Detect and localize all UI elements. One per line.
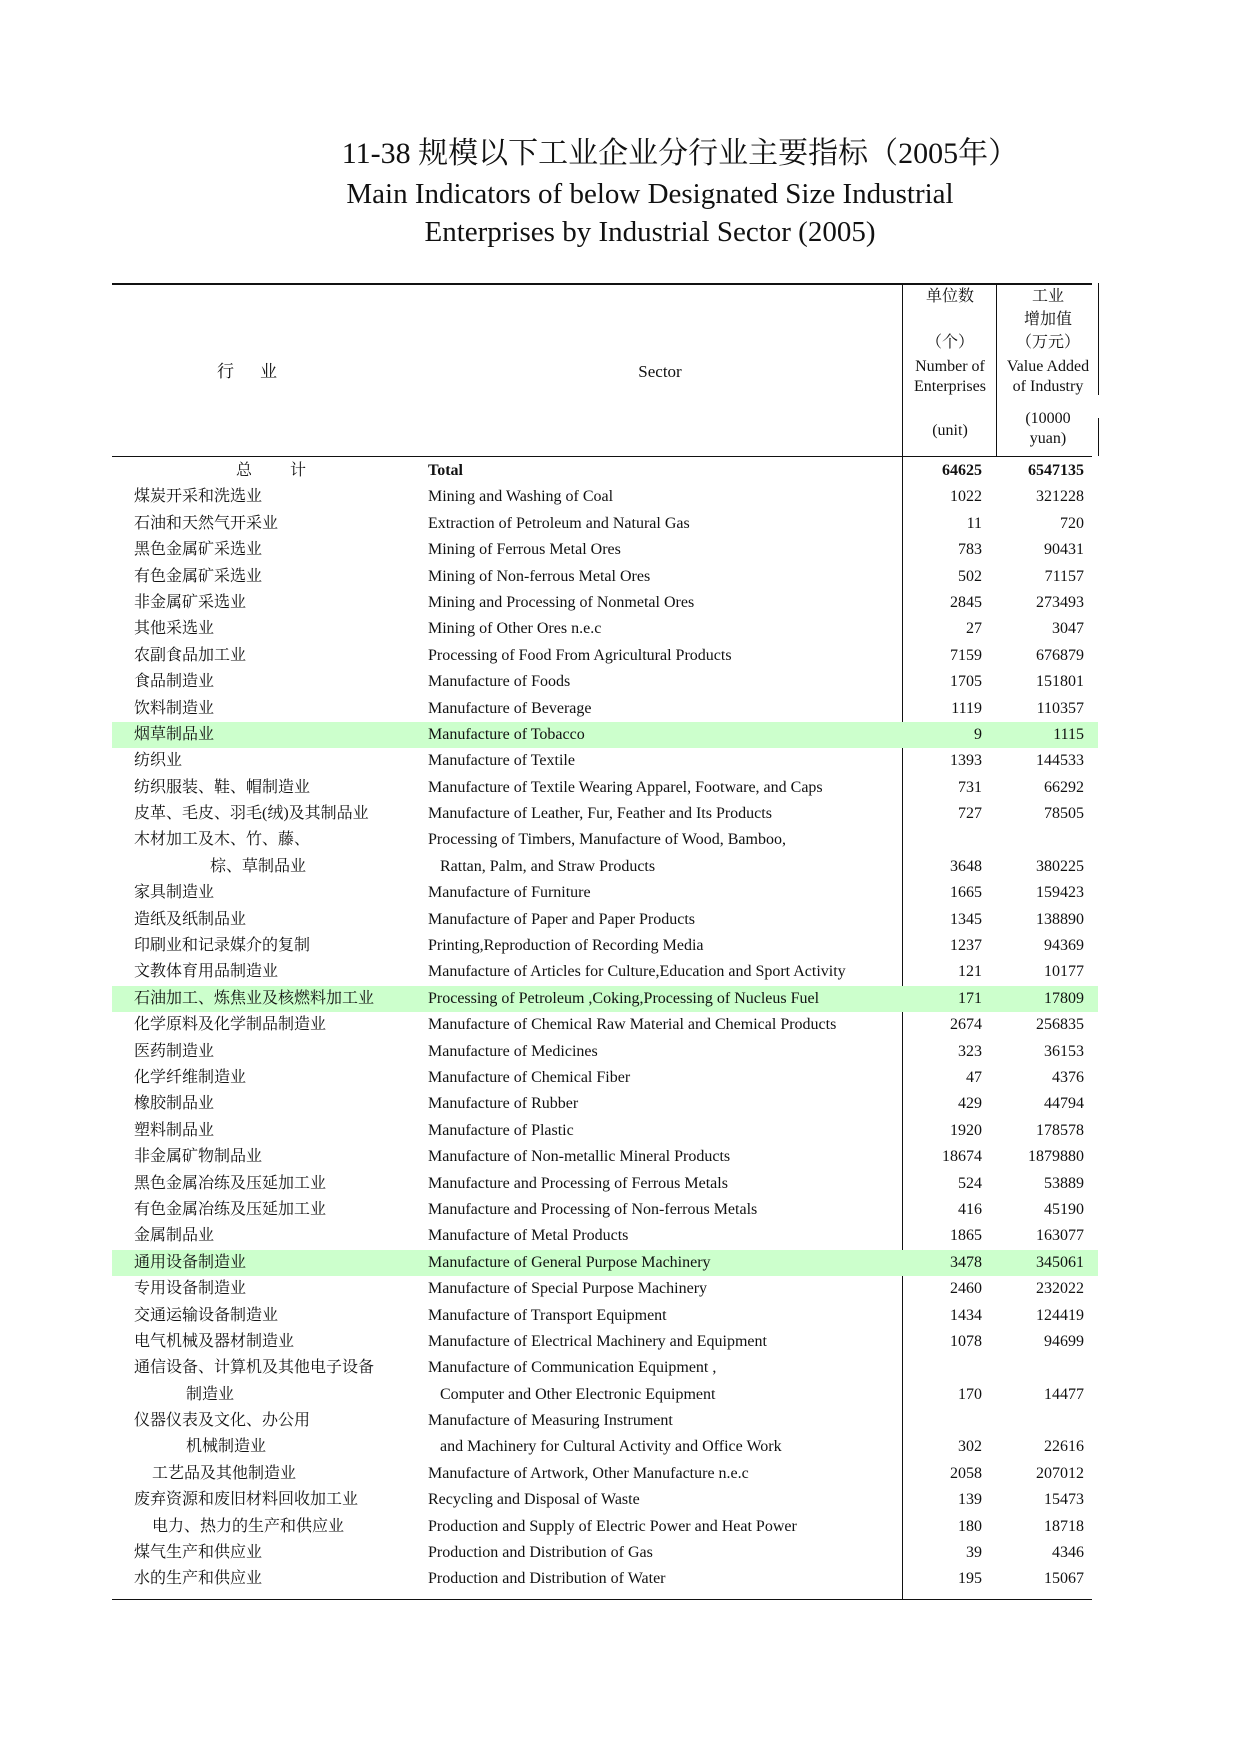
row-value-added: 273493 [1036, 593, 1084, 611]
row-sector-cn: 纺织业 [134, 752, 183, 770]
row-sector-cn: 非金属矿物制品业 [134, 1148, 263, 1166]
row-value-added: 6547135 [1028, 462, 1084, 479]
row-value-added: 53889 [1044, 1174, 1084, 1192]
row-sector-cn: 非金属矿采选业 [134, 593, 247, 611]
table-row [112, 1171, 1098, 1197]
title-english-line1: Main Indicators of below Designated Size Industrial [346, 178, 954, 210]
row-sector-en: Manufacture of Transport Equipment [428, 1306, 667, 1324]
row-number-of-enterprises: 2058 [950, 1464, 982, 1482]
table-row [112, 1223, 1098, 1249]
row-sector-cn: 黑色金属矿采选业 [134, 541, 263, 559]
header-number-of-enterprises [904, 287, 996, 441]
table-row [112, 880, 1098, 906]
row-value-added: 22616 [1044, 1438, 1084, 1456]
table-row [112, 1382, 1098, 1408]
table-row [112, 696, 1098, 722]
header-num-cn-unit: （个） [925, 334, 974, 351]
row-sector-cn: 化学原料及化学制品制造业 [134, 1016, 327, 1034]
table-row [112, 907, 1098, 933]
row-sector-cn: 有色金属冶练及压延加工业 [134, 1200, 327, 1218]
row-sector-cn: 农副食品加工业 [134, 646, 247, 664]
row-sector-en: Manufacture of Foods [428, 673, 571, 691]
row-number-of-enterprises: 11 [966, 514, 982, 532]
column-divider-right-lower [1098, 418, 1099, 456]
row-number-of-enterprises: 47 [966, 1068, 982, 1086]
row-number-of-enterprises: 1434 [950, 1306, 982, 1324]
table-row [112, 564, 1098, 590]
table-row [112, 1144, 1098, 1170]
table-row [112, 748, 1098, 774]
row-sector-cn: 黑色金属冶练及压延加工业 [134, 1174, 327, 1192]
row-number-of-enterprises: 39 [966, 1544, 982, 1562]
row-sector-en: Mining and Washing of Coal [428, 488, 614, 506]
title-chinese: 11-38 规模以下工业企业分行业主要指标（2005年） [341, 137, 1019, 170]
row-value-added: 178578 [1036, 1121, 1084, 1139]
row-sector-cn: 印刷业和记录媒介的复制 [134, 937, 311, 955]
row-sector-cn: 机械制造业 [186, 1438, 267, 1456]
row-sector-cn: 专用设备制造业 [134, 1280, 247, 1298]
row-sector-en: Computer and Other Electronic Equipment [440, 1385, 716, 1403]
row-sector-en: Manufacture of Chemical Fiber [428, 1068, 631, 1086]
row-sector-cn: 交通运输设备制造业 [134, 1306, 279, 1324]
row-number-of-enterprises: 1865 [950, 1227, 982, 1245]
row-value-added: 3047 [1052, 620, 1084, 638]
row-sector-cn: 食品制造业 [134, 673, 215, 691]
header-num-en1: Number of [915, 358, 985, 375]
row-value-added: 163077 [1036, 1227, 1084, 1245]
row-number-of-enterprises: 783 [958, 541, 982, 559]
row-sector-en: Total [428, 462, 463, 479]
table-row [112, 933, 1098, 959]
row-value-added: 45190 [1044, 1200, 1084, 1218]
row-number-of-enterprises: 524 [958, 1174, 982, 1192]
row-number-of-enterprises: 1345 [950, 910, 982, 928]
row-value-added: 345061 [1036, 1253, 1084, 1271]
row-number-of-enterprises: 1920 [950, 1121, 982, 1139]
row-number-of-enterprises: 180 [958, 1517, 982, 1535]
row-sector-cn: 其他采选业 [134, 620, 215, 638]
table-row [112, 643, 1098, 669]
row-sector-en: Production and Distribution of Water [428, 1570, 666, 1588]
row-number-of-enterprises: 3478 [950, 1253, 982, 1271]
row-value-added: 78505 [1044, 805, 1084, 823]
row-value-added: 207012 [1036, 1464, 1084, 1482]
row-sector-en: Manufacture of Metal Products [428, 1227, 629, 1245]
row-sector-en: Manufacture of Furniture [428, 884, 591, 902]
row-number-of-enterprises: 27 [966, 620, 982, 638]
row-sector-cn: 石油加工、炼焦业及核燃料加工业 [134, 989, 375, 1007]
row-number-of-enterprises: 429 [958, 1095, 982, 1113]
table-row [112, 959, 1098, 985]
row-sector-en: Extraction of Petroleum and Natural Gas [428, 514, 690, 532]
row-sector-cn: 家具制造业 [134, 884, 215, 902]
row-sector-cn: 烟草制品业 [134, 725, 215, 743]
row-value-added: 10177 [1044, 963, 1084, 981]
row-number-of-enterprises: 195 [958, 1570, 982, 1588]
row-sector-en: Manufacture of Artwork, Other Manufacture n.e.c [428, 1464, 749, 1482]
table-row [112, 1355, 1098, 1381]
row-number-of-enterprises: 2845 [950, 593, 982, 611]
row-sector-en: and Machinery for Cultural Activity and Office Work [440, 1438, 782, 1456]
row-value-added: 90431 [1044, 541, 1084, 559]
row-sector-cn: 通用设备制造业 [134, 1253, 247, 1271]
row-sector-cn: 棕、草制品业 [210, 857, 307, 875]
row-number-of-enterprises: 302 [958, 1438, 982, 1456]
row-value-added: 256835 [1036, 1016, 1084, 1034]
row-number-of-enterprises: 1078 [950, 1332, 982, 1350]
row-value-added: 321228 [1036, 488, 1084, 506]
row-value-added: 124419 [1036, 1306, 1084, 1324]
row-value-added: 151801 [1036, 673, 1084, 691]
row-sector-cn: 仪器仪表及文化、办公用 [134, 1412, 311, 1430]
row-sector-cn: 饮料制造业 [134, 699, 215, 717]
row-value-added: 232022 [1036, 1280, 1084, 1298]
table-row [112, 1012, 1098, 1038]
row-number-of-enterprises: 64625 [942, 462, 982, 479]
table-body [112, 458, 1098, 1593]
row-value-added: 18718 [1044, 1517, 1084, 1535]
header-va-en2: of Industry [1012, 378, 1084, 395]
header-sector-chinese: 行业 [217, 362, 303, 381]
table-row [112, 1566, 1098, 1592]
table-row [112, 1039, 1098, 1065]
header-va-en1: Value Added [1006, 358, 1090, 375]
row-sector-en: Processing of Petroleum ,Coking,Processing of Nucleus Fuel [428, 989, 820, 1007]
row-number-of-enterprises: 502 [958, 567, 982, 585]
row-number-of-enterprises: 7159 [950, 646, 982, 664]
row-sector-en: Manufacture of Electrical Machinery and Equipment [428, 1332, 767, 1350]
table-row [112, 1540, 1098, 1566]
row-sector-en: Manufacture of Medicines [428, 1042, 598, 1060]
row-sector-en: Recycling and Disposal of Waste [428, 1491, 640, 1509]
row-sector-en: Mining of Other Ores n.e.c [428, 620, 602, 638]
row-value-added: 17809 [1044, 989, 1084, 1007]
row-number-of-enterprises: 2460 [950, 1280, 982, 1298]
row-sector-en: Production and Supply of Electric Power and Heat Power [428, 1517, 797, 1535]
table-row [112, 1118, 1098, 1144]
row-value-added: 94369 [1044, 937, 1084, 955]
row-sector-en: Manufacture and Processing of Non-ferrous Metals [428, 1200, 758, 1218]
row-value-added: 66292 [1044, 778, 1084, 796]
row-number-of-enterprises: 170 [958, 1385, 982, 1403]
row-sector-cn: 电气机械及器材制造业 [134, 1332, 295, 1350]
table-row [112, 1065, 1098, 1091]
row-sector-cn: 纺织服装、鞋、帽制造业 [134, 778, 311, 796]
table-row [112, 1091, 1098, 1117]
row-sector-en: Manufacture of Non-metallic Mineral Products [428, 1148, 731, 1166]
row-sector-cn: 总计 [236, 462, 345, 479]
row-number-of-enterprises: 1705 [950, 673, 982, 691]
header-num-en2: Enterprises [914, 378, 986, 395]
row-sector-en: Manufacture of Articles for Culture,Education and Sport Activity [428, 963, 846, 981]
row-number-of-enterprises: 2674 [950, 1016, 982, 1034]
header-value-added [998, 287, 1098, 449]
row-sector-cn: 煤气生产和供应业 [134, 1544, 263, 1562]
row-number-of-enterprises: 731 [958, 778, 982, 796]
row-value-added: 144533 [1036, 752, 1084, 770]
header-va-cn2: 增加值 [1023, 311, 1072, 328]
row-value-added: 15473 [1044, 1491, 1084, 1509]
row-number-of-enterprises: 1393 [950, 752, 982, 770]
row-sector-en: Manufacture of Plastic [428, 1121, 574, 1139]
column-divider-number [996, 283, 997, 456]
row-sector-cn: 通信设备、计算机及其他电子设备 [134, 1359, 375, 1377]
table-row [112, 1461, 1098, 1487]
row-sector-en: Manufacture of Leather, Fur, Feather and Its Products [428, 805, 772, 823]
table-row [112, 1303, 1098, 1329]
table-row [112, 511, 1098, 537]
row-number-of-enterprises: 18674 [942, 1148, 982, 1166]
row-sector-en: Mining of Non-ferrous Metal Ores [428, 567, 651, 585]
row-number-of-enterprises: 1665 [950, 884, 982, 902]
row-value-added: 14477 [1044, 1385, 1084, 1403]
table-row [112, 1434, 1098, 1460]
row-value-added: 71157 [1044, 567, 1084, 585]
table-row [112, 722, 1098, 748]
row-value-added: 720 [1060, 514, 1084, 532]
row-sector-en: Printing,Reproduction of Recording Media [428, 937, 704, 955]
row-sector-cn: 有色金属矿采选业 [134, 567, 263, 585]
row-sector-en: Rattan, Palm, and Straw Products [440, 857, 656, 875]
header-va-unit2: yuan) [1029, 430, 1067, 447]
row-value-added: 1879880 [1028, 1148, 1084, 1166]
row-sector-cn: 石油和天然气开采业 [134, 514, 279, 532]
row-sector-cn: 木材加工及木、竹、藤、 [134, 831, 311, 849]
row-sector-cn: 废弃资源和废旧材料回收加工业 [134, 1491, 359, 1509]
row-sector-en: Manufacture of Communication Equipment , [428, 1359, 717, 1377]
table-row [112, 484, 1098, 510]
row-sector-en: Manufacture of Tobacco [428, 725, 585, 743]
row-sector-en: Mining of Ferrous Metal Ores [428, 541, 621, 559]
row-number-of-enterprises: 171 [958, 989, 982, 1007]
row-sector-en: Manufacture of Textile Wearing Apparel, Footware, and Caps [428, 778, 823, 796]
table-row [112, 827, 1098, 853]
row-sector-en: Manufacture of Beverage [428, 699, 592, 717]
row-value-added: 110357 [1036, 699, 1084, 717]
table-row [112, 458, 1098, 484]
header-num-cn: 单位数 [925, 288, 974, 305]
row-value-added: 138890 [1036, 910, 1084, 928]
row-sector-cn: 金属制品业 [134, 1227, 215, 1245]
row-value-added: 44794 [1044, 1095, 1084, 1113]
row-number-of-enterprises: 416 [958, 1200, 982, 1218]
row-sector-en: Manufacture of Chemical Raw Material and Chemical Products [428, 1016, 837, 1034]
row-value-added: 4346 [1052, 1544, 1084, 1562]
header-va-unit1: (10000 [1025, 410, 1071, 427]
row-value-added: 4376 [1052, 1068, 1084, 1086]
row-sector-cn: 皮革、毛皮、羽毛(绒)及其制品业 [134, 805, 369, 823]
table-top-rule [112, 283, 1092, 285]
row-number-of-enterprises: 1237 [950, 937, 982, 955]
table-row [112, 1276, 1098, 1302]
row-value-added: 380225 [1036, 857, 1084, 875]
row-sector-cn: 化学纤维制造业 [134, 1068, 247, 1086]
row-value-added: 1115 [1053, 725, 1084, 743]
table-row [112, 1408, 1098, 1434]
table-row [112, 590, 1098, 616]
row-number-of-enterprises: 3648 [950, 857, 982, 875]
row-sector-cn: 水的生产和供应业 [134, 1570, 263, 1588]
row-value-added: 94699 [1044, 1332, 1084, 1350]
table-row [112, 1514, 1098, 1540]
table-row [112, 1197, 1098, 1223]
table-row [112, 801, 1098, 827]
row-sector-en: Manufacture of Measuring Instrument [428, 1412, 673, 1430]
column-divider-right-upper [1098, 283, 1099, 395]
title-english-line2: Enterprises by Industrial Sector (2005) [424, 216, 876, 248]
table-header-rule [112, 456, 1092, 457]
row-sector-cn: 塑料制品业 [134, 1121, 215, 1139]
row-number-of-enterprises: 121 [958, 963, 982, 981]
row-sector-cn: 电力、热力的生产和供应业 [152, 1517, 345, 1535]
row-sector-en: Manufacture of Special Purpose Machinery [428, 1280, 708, 1298]
table-row [112, 537, 1098, 563]
row-sector-en: Production and Distribution of Gas [428, 1544, 653, 1562]
table-row [112, 854, 1098, 880]
row-value-added: 159423 [1036, 884, 1084, 902]
row-number-of-enterprises: 9 [974, 725, 982, 743]
header-sector-english: Sector [638, 362, 682, 381]
table-row [112, 1329, 1098, 1355]
table-bottom-rule [112, 1599, 1092, 1600]
row-sector-cn: 制造业 [186, 1385, 235, 1403]
row-sector-en: Manufacture of Textile [428, 752, 575, 770]
row-sector-en: Manufacture and Processing of Ferrous Metals [428, 1174, 728, 1192]
table-row [112, 669, 1098, 695]
row-sector-en: Mining and Processing of Nonmetal Ores [428, 593, 695, 611]
row-sector-cn: 橡胶制品业 [134, 1095, 215, 1113]
header-num-unit: (unit) [932, 422, 968, 439]
row-number-of-enterprises: 323 [958, 1042, 982, 1060]
row-number-of-enterprises: 1022 [950, 488, 982, 506]
row-sector-en: Manufacture of Paper and Paper Products [428, 910, 696, 928]
row-sector-cn: 医药制造业 [134, 1042, 215, 1060]
table-row [112, 1250, 1098, 1276]
table-row [112, 1487, 1098, 1513]
table-row [112, 986, 1098, 1012]
row-sector-en: Manufacture of General Purpose Machinery [428, 1253, 711, 1271]
row-number-of-enterprises: 139 [958, 1491, 982, 1509]
row-number-of-enterprises: 1119 [951, 699, 982, 717]
row-sector-cn: 煤炭开采和洗选业 [134, 488, 263, 506]
row-number-of-enterprises: 727 [958, 805, 982, 823]
row-sector-en: Processing of Food From Agricultural Products [428, 646, 732, 664]
row-sector-en: Processing of Timbers, Manufacture of Wood, Bamboo, [428, 831, 786, 849]
header-va-cn-unit: （万元） [1015, 334, 1080, 351]
row-sector-cn: 文教体育用品制造业 [134, 963, 279, 981]
table-row [112, 775, 1098, 801]
row-value-added: 676879 [1036, 646, 1084, 664]
header-va-cn1: 工业 [1031, 288, 1064, 305]
row-value-added: 36153 [1044, 1042, 1084, 1060]
row-sector-cn: 工艺品及其他制造业 [152, 1464, 297, 1482]
row-sector-en: Manufacture of Rubber [428, 1095, 579, 1113]
table-row [112, 616, 1098, 642]
row-sector-cn: 造纸及纸制品业 [134, 910, 247, 928]
row-value-added: 15067 [1044, 1570, 1084, 1588]
